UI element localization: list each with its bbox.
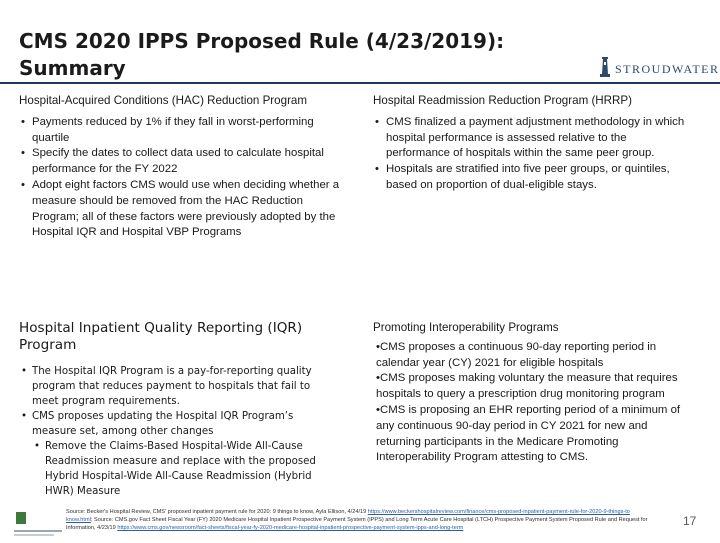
pi-bullet-list (373, 340, 693, 466)
footnote-line-2 (66, 516, 680, 524)
list-item: • Payments reduced by 1% if they fall in worst-performing quartile (19, 115, 344, 147)
title-divider (0, 82, 720, 84)
hrrp-bullet-list (373, 115, 693, 194)
logo-wordmark: STROUDWATER (615, 62, 720, 76)
hac-heading: Hospital-Acquired Conditions (HAC) Reduction Program (19, 94, 308, 107)
list-item: • Remove the Claims-Based Hospital-Wide All-Cause Readmission measure and replace with the proposed Hybrid Hospital-Wide All-Cause Readmission (Hybrid HWR) Measure (19, 439, 339, 499)
slide-title: CMS 2020 IPPS Proposed Rule (4/23/2019): Summary (19, 29, 505, 80)
footnote-link-2[interactable]: https://www.cms.gov/newsroom/fact-sheets/fiscal-year-fy-2020-medicare-hospital-inpatient-prospective-payment-system-ipps-and-long-term (117, 525, 464, 531)
list-item: •CMS is proposing an EHR reporting period of a minimum of any continuous 90-day period in CY 2021 for new and returning participants in the Medicare Promoting Interoperability Program attesting to CMS. (376, 403, 681, 464)
footnote-line-3 (66, 524, 680, 532)
pi-panel (373, 320, 693, 466)
list-item: •CMS proposes a continuous 90-day reporting period in calendar year (CY) 2021 for eligible hospitals (376, 340, 657, 369)
list-item: • Specify the dates to collect data used to calculate hospital performance for the FY 2022 (19, 146, 344, 178)
list-item: • Hospitals are stratified into five peer groups, or quintiles, based on proportion of dual-eligible stays. (373, 162, 693, 194)
footer-logo-mark (12, 510, 64, 538)
list-item: • CMS proposes updating the Hospital IQR Program’s measure set, among other changes (19, 409, 339, 439)
footnote-line-1 (66, 508, 680, 516)
hrrp-panel (373, 93, 693, 194)
footnote-date: Information, 4/23/19 (66, 525, 116, 531)
iqr-panel (19, 320, 339, 499)
iqr-bullet-list (19, 364, 339, 499)
list-item: • CMS finalized a payment adjustment methodology in which hospital performance is assessed relative to the performance of hospitals within the same peer group. (373, 115, 693, 162)
list-item: • The Hospital IQR Program is a pay-for-reporting quality program that reduces payment to hospitals that fail to meet program requirements. (19, 364, 339, 409)
hac-bullet-list (19, 115, 344, 241)
stroudwater-logo (598, 56, 720, 80)
list-item: • Adopt eight factors CMS would use when deciding whether a measure should be removed from the HAC Reduction Program; all of these factors were previously adopted by the Hospital IQR and Hospital VBP Programs (19, 178, 344, 241)
pi-heading: Promoting Interoperability Programs (373, 321, 559, 334)
footer-logo (12, 510, 64, 538)
hrrp-heading: Hospital Readmission Reduction Program (HRRP) (373, 94, 633, 107)
footnote-source-2: ; Source: CMS.gov Fact Sheet Fiscal Year (FY) 2020 Medicare Hospital Inpatient Prospective Payment System (IPPS) and Long Term Acute Care Hospital (LTCH) Prospective Payment System Proposed Rule and Request for (90, 517, 648, 523)
hac-panel (19, 93, 344, 241)
list-item: •CMS proposes making voluntary the measure that requires hospitals to query a prescription drug monitoring program (376, 372, 678, 401)
source-footnote (66, 508, 680, 532)
footnote-source-1: Source: Becker's Hospital Review, CMS' proposed inpatient payment rule for 2020: 9 things to know, Ayla Ellison, 4/24/19 (66, 509, 367, 515)
iqr-heading: Hospital Inpatient Quality Reporting (IQR) Program (19, 320, 303, 353)
footnote-link-1-cont[interactable]: know.html (66, 517, 91, 523)
lighthouse-icon (598, 56, 612, 78)
footnote-link-1[interactable]: https://www.beckershospitalreview.com/finance/cms-proposed-inpatient-payment-rule-for-2020-9-things-to (367, 509, 630, 515)
page-number: 17 (683, 514, 697, 528)
